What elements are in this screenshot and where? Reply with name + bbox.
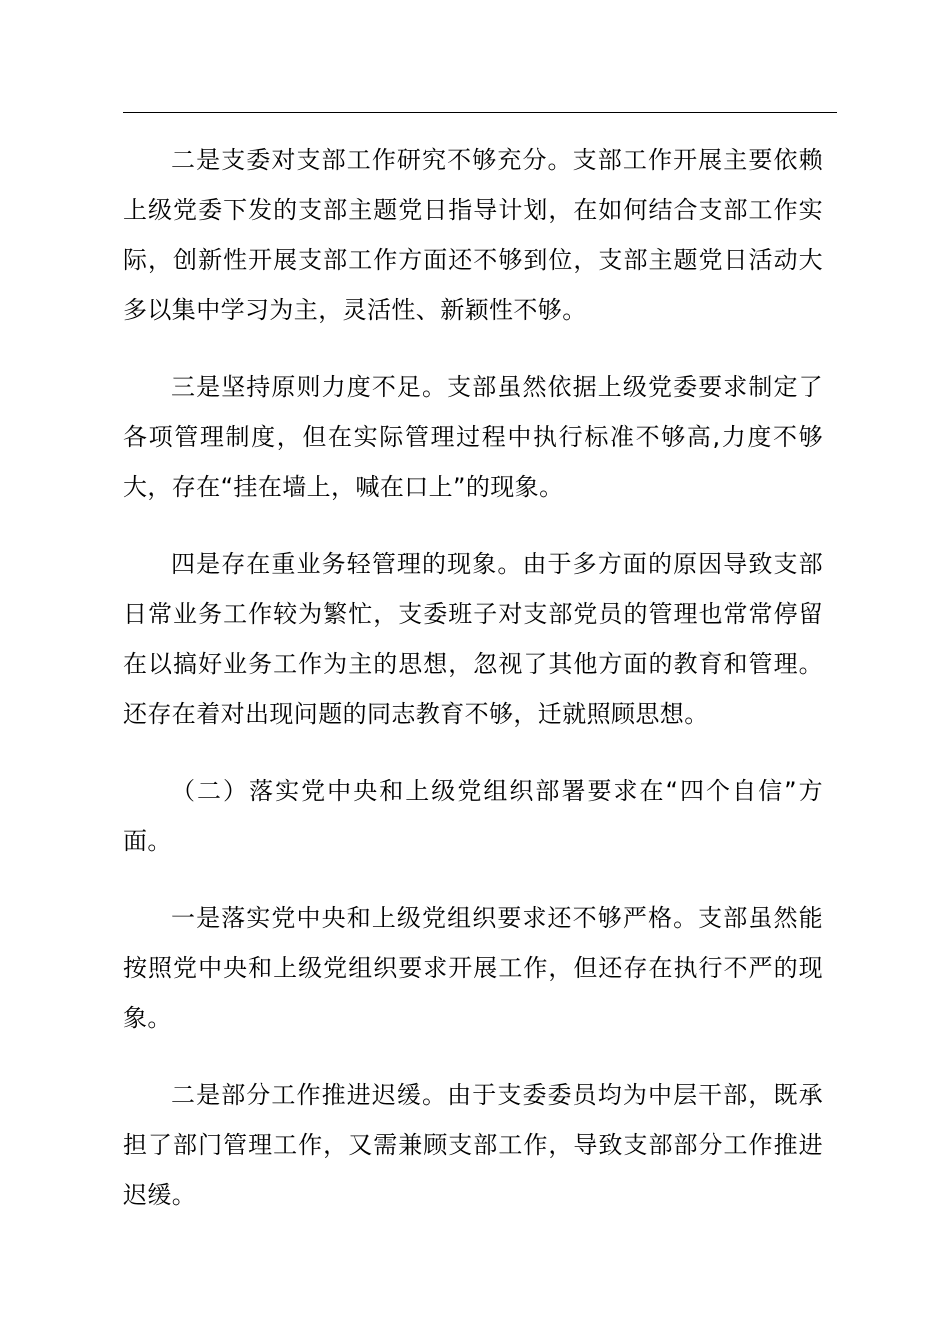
section-heading-four-confidences: （二）落实党中央和上级党组织部署要求在“四个自信”方面。 [123, 777, 823, 855]
paragraph-branch-research: 二是支委对支部工作研究不够充分。支部工作开展主要依赖上级党委下发的支部主题党日指导计划，在如何结合支部工作实际，创新性开展支部工作方面还不够到位，支部主题党日活动大多以集中学习为主，灵活性、新颖性不够。 [123, 146, 823, 324]
document-body [123, 135, 823, 1247]
paragraph-implementation-strictness: 一是落实党中央和上级党组织要求还不够严格。支部虽然能按照党中央和上级党组织要求开展工作，但还存在执行不严的现象。 [123, 904, 823, 1032]
paragraph-principle-strength: 三是坚持原则力度不足。支部虽然依据上级党委要求制定了各项管理制度，但在实际管理过程中执行标准不够高,力度不够大，存在“挂在墙上，喊在口上”的现象。 [123, 373, 823, 501]
paragraph-work-progress-delay: 二是部分工作推进迟缓。由于支委委员均为中层干部，既承担了部门管理工作，又需兼顾支部工作，导致支部部分工作推进迟缓。 [123, 1081, 823, 1209]
header-rule [123, 112, 837, 113]
paragraph-business-over-management: 四是存在重业务轻管理的现象。由于多方面的原因导致支部日常业务工作较为繁忙，支委班子对支部党员的管理也常常停留在以搞好业务工作为主的思想，忽视了其他方面的教育和管理。还存在着对出现问题的同志教育不够，迁就照顾思想。 [123, 550, 823, 728]
